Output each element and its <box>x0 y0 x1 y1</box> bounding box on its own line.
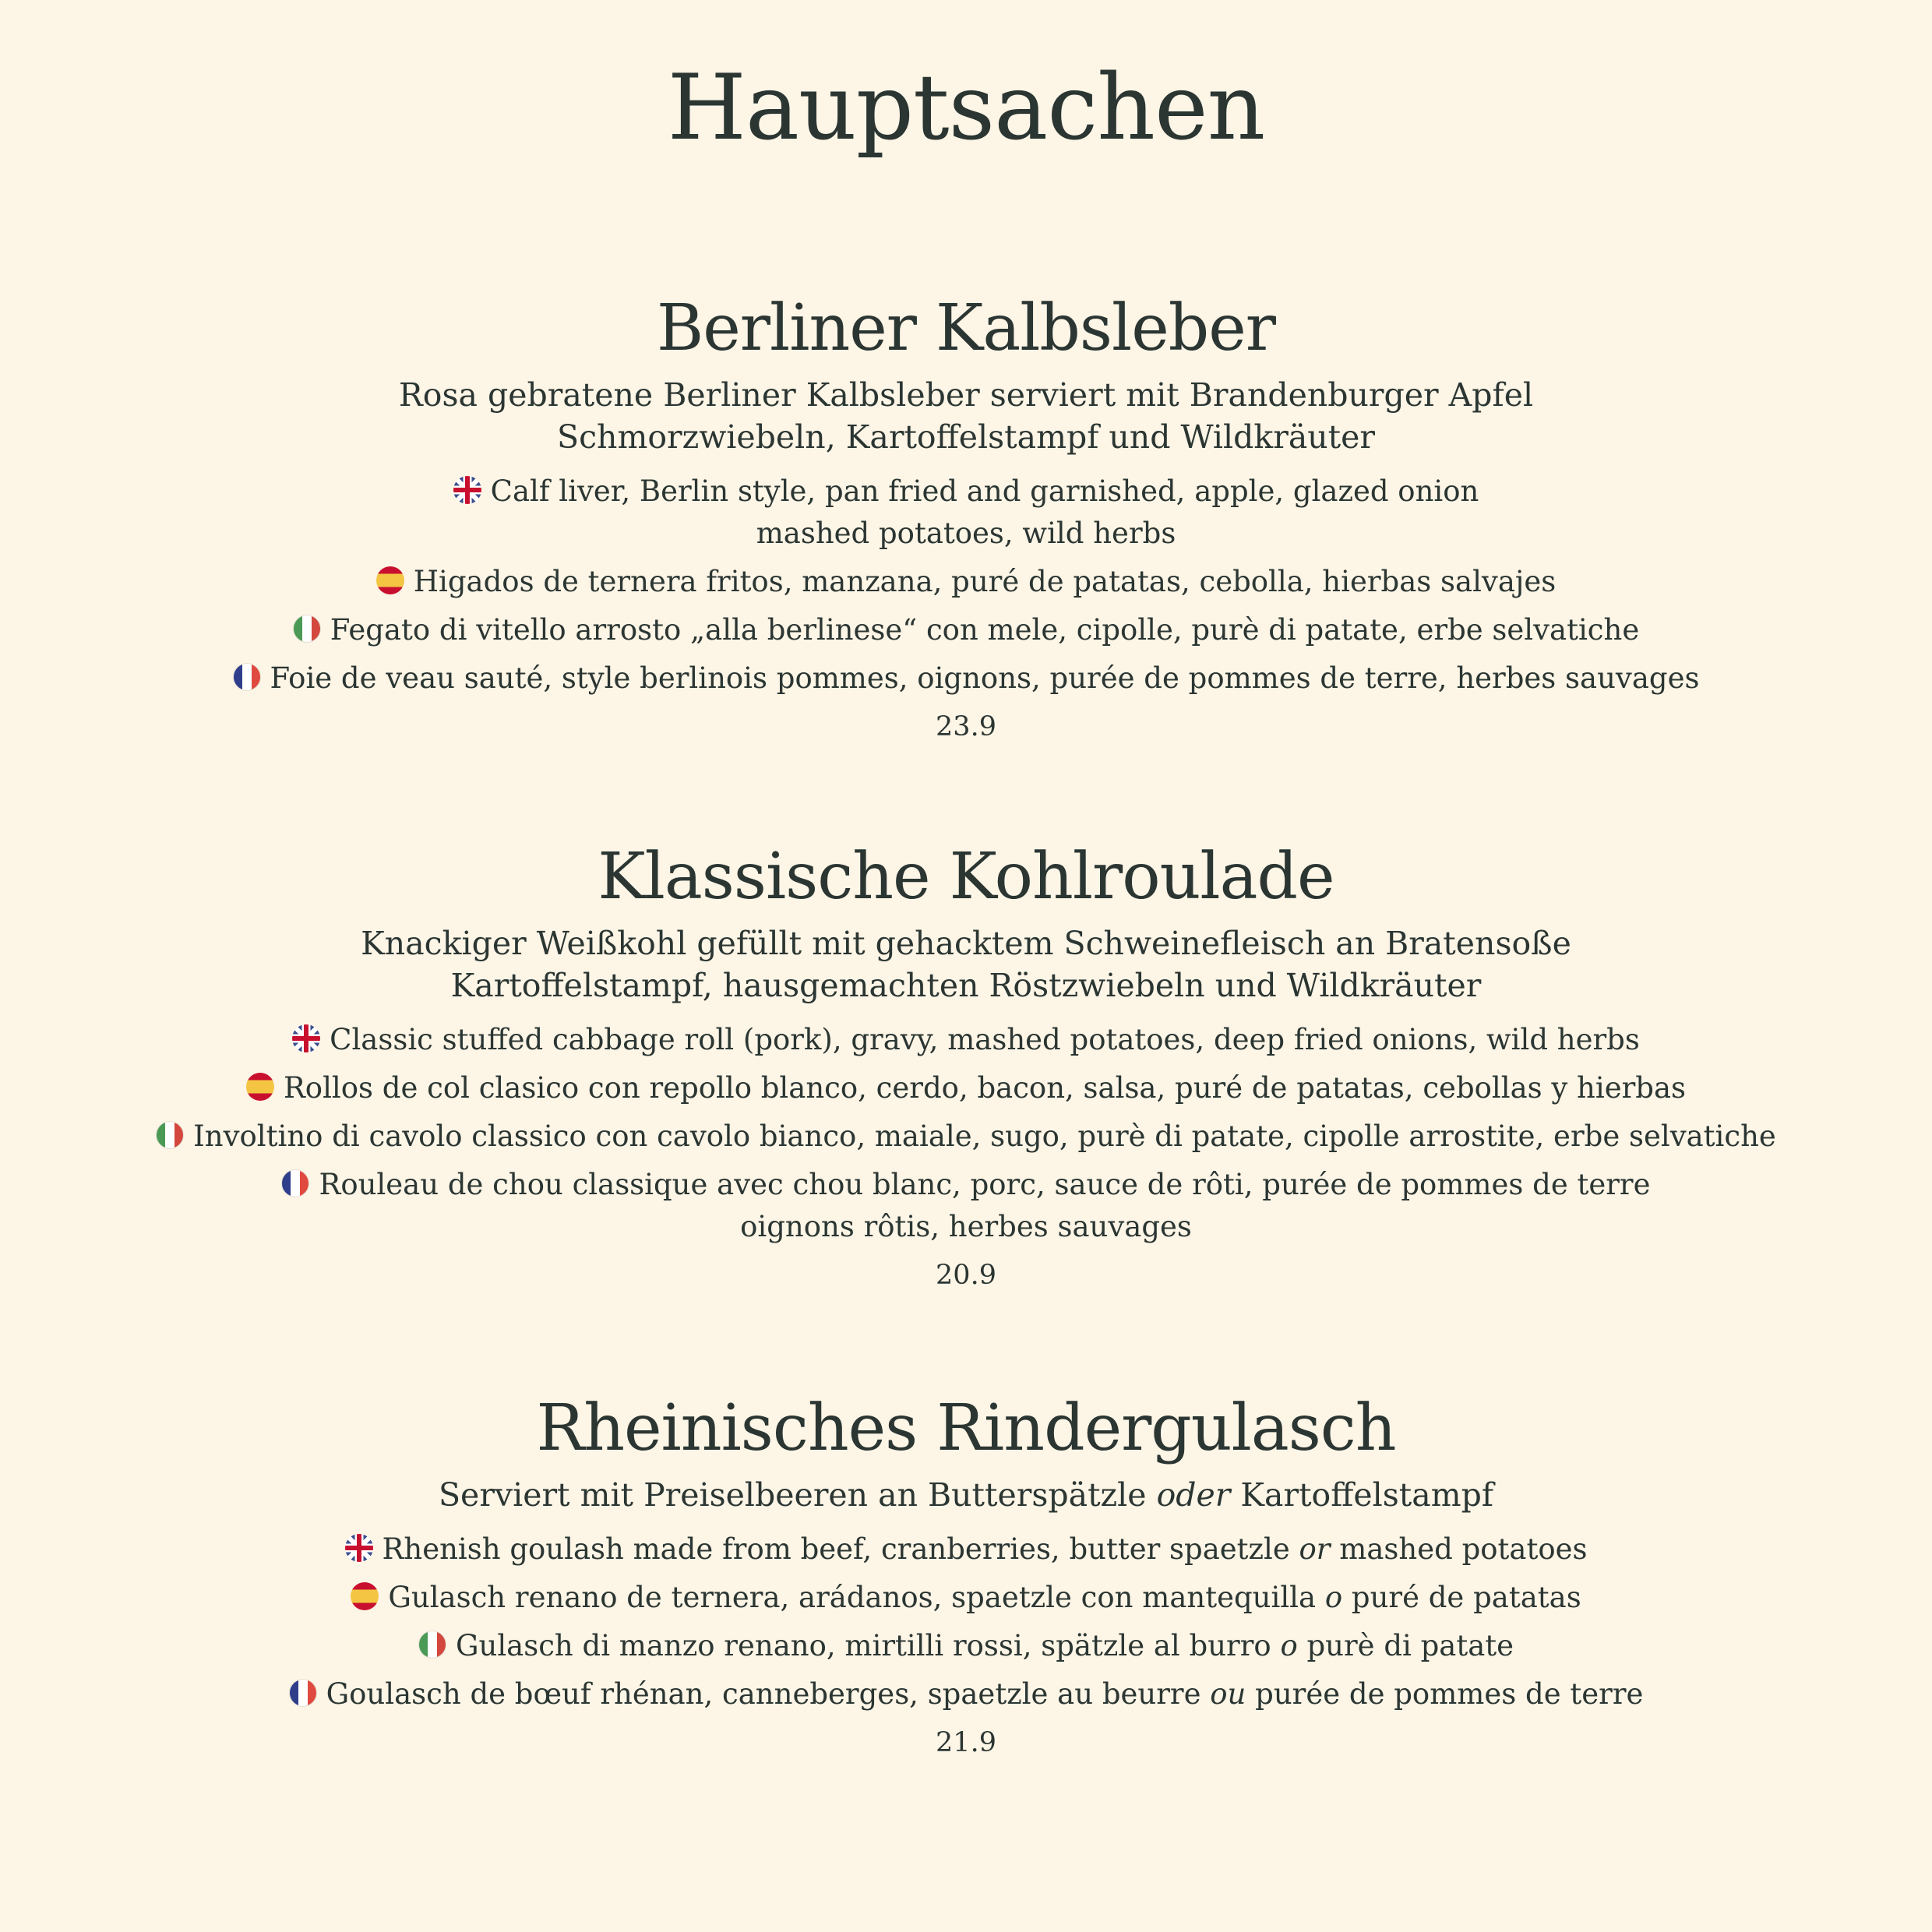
description-line: Rosa gebratene Berliner Kalbsleber serviert mit Brandenburger Apfel <box>398 376 1534 414</box>
italy-flag-icon <box>156 1121 184 1149</box>
translation-italian <box>0 1116 1932 1158</box>
description-text: Serviert mit Preiselbeeren an Butterspätzle <box>438 1476 1157 1514</box>
italy-flag-icon <box>418 1631 446 1659</box>
description-line: Kartoffelstampf, hausgemachten Röstzwiebeln und Wildkräuter <box>450 967 1482 1004</box>
translation-conjunction: or <box>1299 1532 1331 1566</box>
description-text: Kartoffelstampf <box>1230 1476 1494 1514</box>
description-conjunction: oder <box>1156 1476 1231 1514</box>
translation-conjunction: o <box>1280 1629 1298 1662</box>
translation-spanish <box>0 1067 1932 1109</box>
translation-text: Involtino di cavolo classico con cavolo bianco, maiale, sugo, purè di patate, cipolle arrostite, erbe selvatiche <box>193 1119 1776 1153</box>
translation-conjunction: ou <box>1210 1677 1246 1711</box>
translation-text: Fegato di vitello arrosto „alla berlinese“ con mele, cipolle, purè di patate, erbe selvatiche <box>330 613 1640 647</box>
dish-name: Klassische Kohlroulade <box>598 840 1334 914</box>
spain-flag-icon <box>351 1582 379 1610</box>
spain-flag-icon <box>376 566 404 594</box>
france-flag-icon <box>281 1169 309 1197</box>
translation-text: Higados de ternera fritos, manzana, puré de patatas, cebolla, hierbas salvajes <box>413 565 1557 598</box>
translation-text: Calf liver, Berlin style, pan fried and garnished, apple, glazed onion <box>490 474 1479 508</box>
translation-text: Gulasch renano de ternera, arádanos, spaetzle con mantequilla <box>388 1581 1325 1614</box>
translation-text: purée de pommes de terre <box>1246 1677 1644 1711</box>
translation-text: Goulasch de bœuf rhénan, canneberges, spaetzle au beurre <box>326 1677 1211 1711</box>
uk-flag-icon <box>453 476 481 504</box>
translation-text: oignons rôtis, herbes sauvages <box>740 1210 1192 1243</box>
dish-klassische-kohlroulade <box>0 838 1932 1296</box>
dish-description <box>0 922 1932 1007</box>
translation-italian <box>0 1625 1932 1667</box>
translation-text: Rouleau de chou classique avec chou blanc, porc, sauce de rôti, purée de pommes de terre <box>319 1168 1651 1201</box>
translation-french <box>0 1164 1932 1248</box>
dish-description <box>0 1474 1932 1516</box>
page-title: Hauptsachen <box>667 55 1265 160</box>
translation-spanish <box>0 1577 1932 1619</box>
translation-italian <box>0 609 1932 651</box>
translation-text: Rhenish goulash made from beef, cranberries, butter spaetzle <box>382 1532 1299 1566</box>
translation-text: mashed potatoes <box>1330 1532 1588 1566</box>
dish-price: 23.9 <box>936 711 996 742</box>
translation-text: Rollos de col clasico con repollo blanco, cerdo, bacon, salsa, puré de patatas, cebollas y hierbas <box>283 1071 1687 1105</box>
dish-price: 21.9 <box>936 1727 996 1758</box>
translation-text: purè di patate <box>1297 1629 1514 1662</box>
dish-name: Berliner Kalbsleber <box>657 291 1275 365</box>
translation-english <box>0 1528 1932 1571</box>
description-line: Knackiger Weißkohl gefüllt mit gehacktem Schweinefleisch an Bratensoße <box>361 925 1571 962</box>
translation-text: puré de patatas <box>1342 1581 1581 1614</box>
description-line: Schmorzwiebeln, Kartoffelstampf und Wildkräuter <box>556 418 1376 456</box>
france-flag-icon <box>289 1679 317 1707</box>
translation-english <box>0 1019 1932 1061</box>
translation-conjunction: o <box>1324 1581 1343 1614</box>
translation-english <box>0 471 1932 555</box>
translation-text: Foie de veau sauté, style berlinois pommes, oignons, purée de pommes de terre, herbes sauvages <box>270 661 1700 695</box>
translation-spanish <box>0 561 1932 603</box>
translation-text: Classic stuffed cabbage roll (pork), gravy, mashed potatoes, deep fried onions, wild herbs <box>330 1023 1640 1056</box>
dish-name: Rheinisches Rindergulasch <box>536 1391 1396 1465</box>
france-flag-icon <box>233 663 261 691</box>
dish-price: 20.9 <box>936 1260 996 1291</box>
translation-text: Gulasch di manzo renano, mirtilli rossi, spätzle al burro <box>455 1629 1281 1662</box>
uk-flag-icon <box>292 1024 320 1052</box>
spain-flag-icon <box>246 1073 274 1101</box>
dish-description <box>0 374 1932 458</box>
dish-berliner-kalbsleber <box>0 290 1932 748</box>
translation-text: mashed potatoes, wild herbs <box>756 516 1176 550</box>
italy-flag-icon <box>293 615 321 643</box>
translation-french <box>0 658 1932 700</box>
translation-french <box>0 1673 1932 1715</box>
uk-flag-icon <box>345 1534 373 1562</box>
dish-rheinisches-rindergulasch <box>0 1390 1932 1764</box>
